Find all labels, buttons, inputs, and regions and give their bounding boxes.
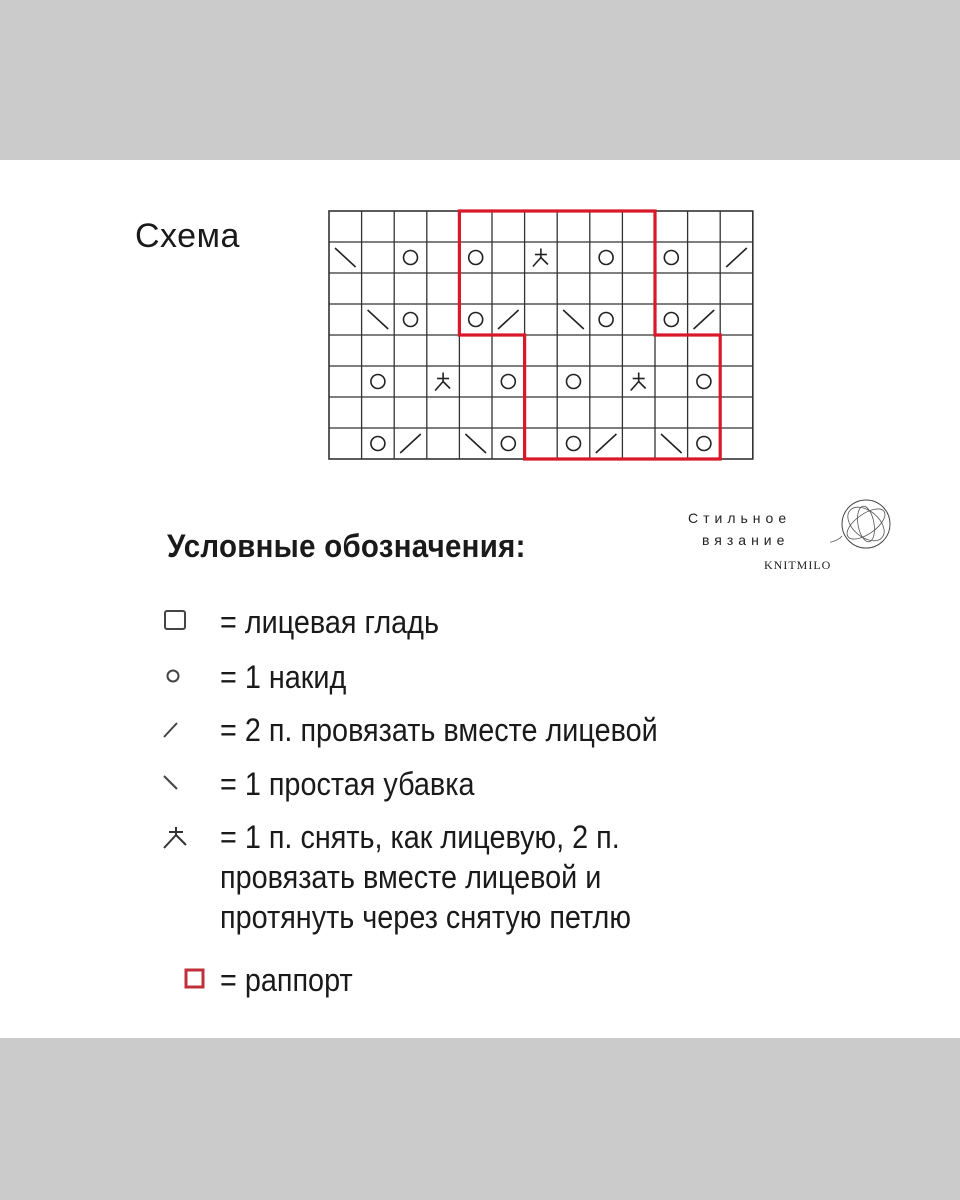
slash-icon (160, 710, 200, 750)
legend-title: Условные обозначения: (167, 528, 526, 564)
yarn-ball-icon (830, 496, 894, 558)
circle-icon (160, 657, 200, 697)
logo-line-3: KNITMILO (764, 558, 832, 572)
legend-text-ssk: = 1 простая убавка (220, 766, 475, 802)
legend-text-knit: = лицевая гладь (220, 604, 439, 640)
knitting-chart (0, 160, 960, 480)
legend-text-repeat: = раппорт (220, 962, 353, 998)
square-icon (160, 602, 200, 642)
scheme-title: Схема (135, 217, 240, 255)
logo-line-1: Стильное (688, 510, 792, 526)
double-decrease-icon (160, 817, 200, 857)
backslash-icon (160, 764, 200, 804)
scheme-card (0, 160, 960, 1038)
legend-text-double-decrease: = 1 п. снять, как лицевую, 2 п. провязать вместе лицевой и протянуть через снятую петлю (220, 819, 631, 935)
legend-text-yarn-over: = 1 накид (220, 659, 347, 695)
legend-text-k2tog: = 2 п. провязать вместе лицевой (220, 712, 658, 748)
logo-line-2: вязание (702, 532, 790, 548)
brand-logo (680, 496, 900, 576)
red-square-icon (178, 960, 218, 1000)
